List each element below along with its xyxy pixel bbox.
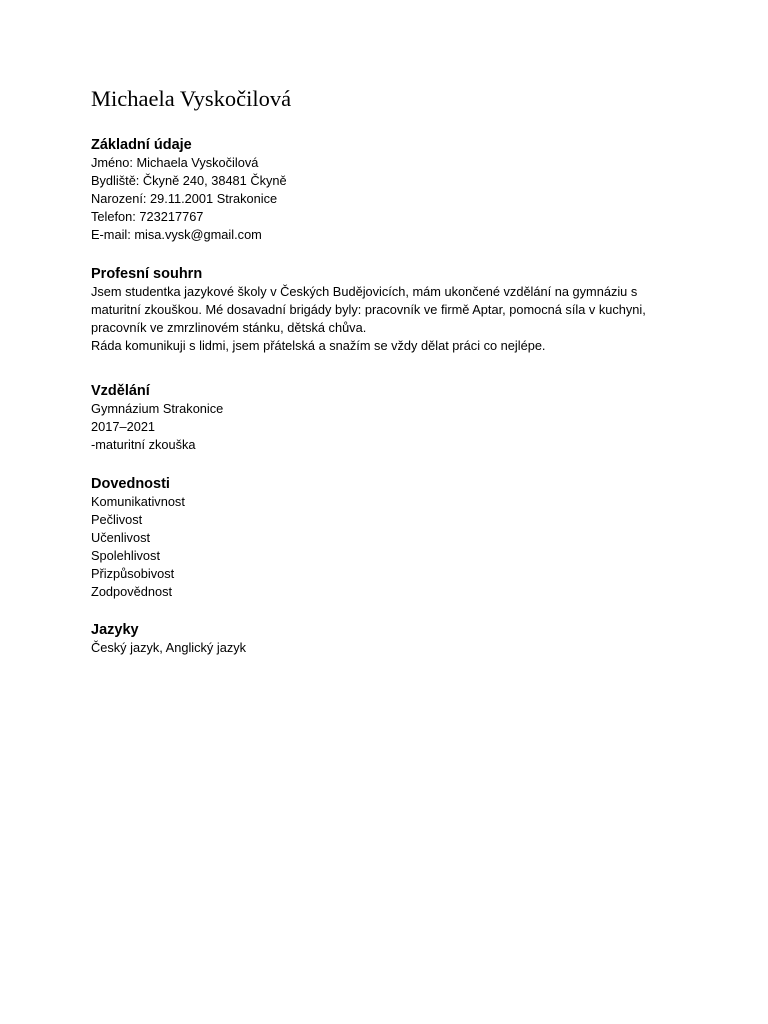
education-heading: Vzdělání — [91, 383, 150, 399]
languages-section — [91, 621, 681, 657]
languages-line: Český jazyk, Anglický jazyk — [91, 640, 247, 655]
education-section — [91, 382, 681, 454]
skills-heading: Dovednosti — [91, 476, 170, 492]
list-item: Komunikativnost — [91, 494, 185, 509]
education-school: Gymnázium Strakonice — [91, 401, 224, 416]
summary-section — [91, 265, 681, 355]
list-item: Učenlivost — [91, 530, 151, 545]
education-years: 2017–2021 — [91, 419, 156, 434]
phone-line: Telefon: 723217767 — [91, 209, 204, 224]
languages-heading: Jazyky — [91, 622, 139, 638]
skills-section — [91, 475, 681, 601]
resume-page — [91, 84, 681, 657]
page-title: Michaela Vyskočilová — [91, 86, 292, 111]
basic-info-section — [91, 136, 681, 244]
name-line: Jméno: Michaela Vyskočilová — [91, 155, 259, 170]
summary-paragraph: Jsem studentka jazykové školy v Českých Budějovicích, mám ukončené vzdělání na gymnáziu s maturitní zkouškou. Mé dosavadní brigády byly: pracovník ve firmě Aptar, pomocná síla v kuchyni, pracovník ve zmrzlinovém stánku, dětská chůva. — [91, 284, 646, 335]
basic-info-heading: Základní údaje — [91, 137, 192, 153]
address-line: Bydliště: Čkyně 240, 38481 Čkyně — [91, 173, 287, 188]
list-item: Pečlivost — [91, 512, 143, 527]
email-line: E-mail: misa.vysk@gmail.com — [91, 227, 262, 242]
list-item: Spolehlivost — [91, 548, 161, 563]
skills-list — [91, 493, 681, 601]
birth-line: Narození: 29.11.2001 Strakonice — [91, 191, 278, 206]
list-item: Zodpovědnost — [91, 584, 173, 599]
summary-paragraph: Ráda komunikuji s lidmi, jsem přátelská a snažím se vždy dělat práci co nejlépe. — [91, 338, 546, 353]
education-note: -maturitní zkouška — [91, 437, 196, 452]
list-item: Přizpůsobivost — [91, 566, 175, 581]
summary-heading: Profesní souhrn — [91, 266, 203, 282]
